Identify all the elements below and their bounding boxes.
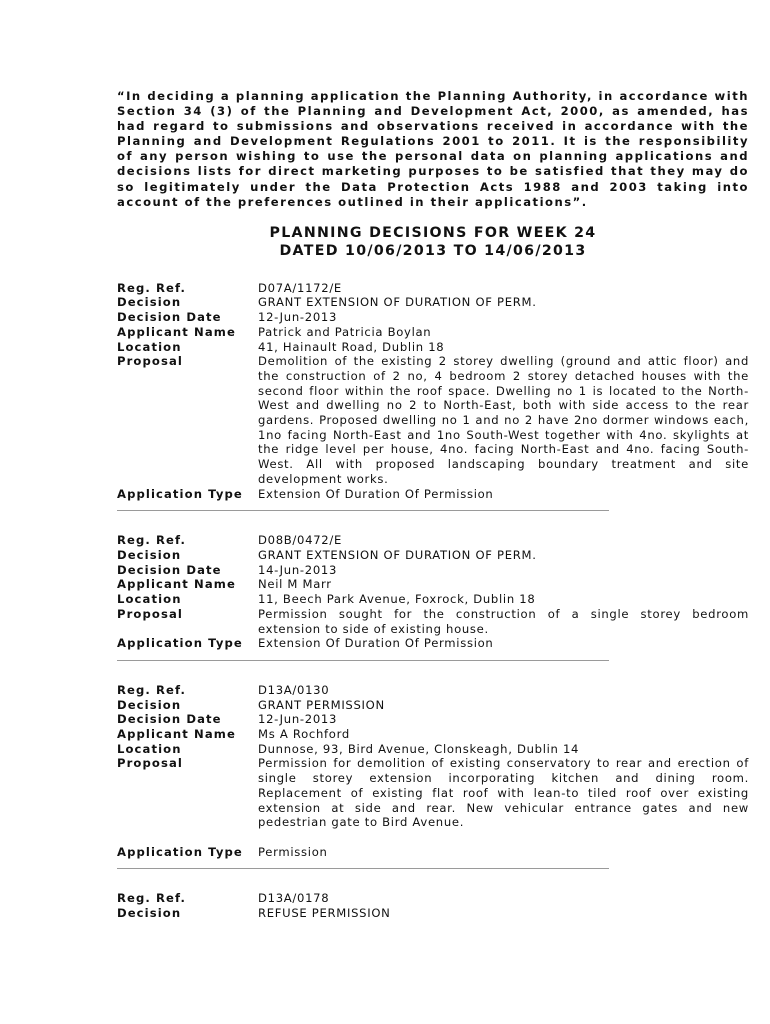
applicant-name-row xyxy=(117,727,749,742)
decision-label: Decision xyxy=(117,906,182,921)
reg-ref-label: Reg. Ref. xyxy=(117,280,187,295)
proposal-row xyxy=(117,756,749,830)
proposal-row xyxy=(117,607,749,636)
planning-record xyxy=(117,683,749,869)
decision-date-label: Decision Date xyxy=(117,712,222,727)
record-divider xyxy=(117,868,609,869)
decision-row xyxy=(117,295,749,310)
record-divider xyxy=(117,660,609,661)
applicant-name-label: Applicant Name xyxy=(117,727,236,742)
decision-label: Decision xyxy=(117,697,182,712)
planning-record xyxy=(117,281,749,512)
application-type-value: Extension Of Duration Of Permission xyxy=(258,636,494,651)
applicant-name-value: Patrick and Patricia Boylan xyxy=(258,324,432,339)
reg-ref-row xyxy=(117,683,749,698)
application-type-row xyxy=(117,487,749,502)
reg-ref-label: Reg. Ref. xyxy=(117,533,187,548)
decision-label: Decision xyxy=(117,295,182,310)
application-type-label: Application Type xyxy=(117,486,243,501)
decision-row xyxy=(117,906,749,921)
location-label: Location xyxy=(117,592,182,607)
reg-ref-value: D13A/0130 xyxy=(258,682,330,697)
heading-dates: DATED 10/06/2013 TO 14/06/2013 xyxy=(279,243,587,260)
location-row xyxy=(117,742,749,757)
proposal-label: Proposal xyxy=(117,756,183,771)
application-type-value: Extension Of Duration Of Permission xyxy=(258,486,494,501)
decision-row xyxy=(117,548,749,563)
proposal-label: Proposal xyxy=(117,606,183,621)
applicant-name-row xyxy=(117,577,749,592)
location-value: 41, Hainault Road, Dublin 18 xyxy=(258,339,445,354)
reg-ref-value: D08B/0472/E xyxy=(258,533,342,548)
location-label: Location xyxy=(117,741,182,756)
applicant-name-value: Neil M Marr xyxy=(258,577,332,592)
application-type-label: Application Type xyxy=(117,636,243,651)
decision-value: GRANT PERMISSION xyxy=(258,697,385,712)
decision-date-value: 12-Jun-2013 xyxy=(258,310,338,325)
proposal-row xyxy=(117,354,749,486)
application-type-row xyxy=(117,636,749,651)
reg-ref-row xyxy=(117,891,749,906)
proposal-value: Demolition of the existing 2 storey dwelling (ground and attic floor) and the construction of 2 no, 4 bedroom 2 storey detached houses with the second floor within the roof space. Dwelling no 1 is located to the North-West and dwelling no 2 to North-East, both with side access to the rear gardens. Proposed dwelling no 1 and no 2 have 2no dormer windows each, 1no facing North-East and 1no South-West together with 4no. skylights at the ridge level per house, 4no. facing North-East and 4no. facing South-West. All with proposed landscaping boundary treatment and site development works. xyxy=(258,354,749,486)
applicant-name-label: Applicant Name xyxy=(117,577,236,592)
reg-ref-label: Reg. Ref. xyxy=(117,682,187,697)
applicant-name-value: Ms A Rochford xyxy=(258,727,350,742)
planning-record xyxy=(117,891,749,920)
reg-ref-row xyxy=(117,533,749,548)
reg-ref-value: D13A/0178 xyxy=(258,891,330,906)
applicant-name-label: Applicant Name xyxy=(117,324,236,339)
application-type-value: Permission xyxy=(258,844,328,859)
heading-week: PLANNING DECISIONS FOR WEEK 24 xyxy=(269,224,597,241)
decision-value: GRANT EXTENSION OF DURATION OF PERM. xyxy=(258,295,537,310)
reg-ref-label: Reg. Ref. xyxy=(117,891,187,906)
decision-date-value: 12-Jun-2013 xyxy=(258,712,338,727)
location-label: Location xyxy=(117,339,182,354)
location-value: 11, Beech Park Avenue, Foxrock, Dublin 18 xyxy=(258,592,536,607)
application-type-row xyxy=(117,845,749,860)
planning-record xyxy=(117,533,749,661)
reg-ref-row xyxy=(117,281,749,296)
proposal-value: Permission sought for the construction of a single storey bedroom extension to side of existing house. xyxy=(258,606,749,636)
location-row xyxy=(117,340,749,355)
application-type-label: Application Type xyxy=(117,844,243,859)
proposal-value: Permission for demolition of existing conservatory to rear and erection of single storey extension incorporating kitchen and dining room. Replacement of existing flat roof with lean-to tiled roof over existing extension at side and rear. New vehicular entrance gates and new pedestrian gate to Bird Avenue. xyxy=(258,756,749,830)
proposal-label: Proposal xyxy=(117,354,183,369)
decision-label: Decision xyxy=(117,548,182,562)
decision-date-row xyxy=(117,310,749,325)
data-protection-notice: “In deciding a planning application the Planning Authority, in accordance with Section 34 (3) of the Planning and Development Act, 2000, as amended, has had regard to submissions and observations received in accordance with the Planning and Development Regulations 2001 to 2011. It is the responsibility of any person wishing to use the personal data on planning applications and decisions lists for direct marketing purposes to be satisfied that they may do so legitimately under the Data Protection Acts 1988 and 2003 taking into account of the preferences outlined in their applications”. xyxy=(117,89,749,209)
document-page xyxy=(117,89,749,921)
decision-date-row xyxy=(117,563,749,578)
decision-date-row xyxy=(117,712,749,727)
page-heading xyxy=(117,224,749,261)
decision-date-value: 14-Jun-2013 xyxy=(258,562,338,577)
blank-line xyxy=(117,830,749,845)
location-row xyxy=(117,592,749,607)
applicant-name-row xyxy=(117,325,749,340)
decision-row xyxy=(117,698,749,713)
location-value: Dunnose, 93, Bird Avenue, Clonskeagh, Dublin 14 xyxy=(258,741,580,756)
decision-date-label: Decision Date xyxy=(117,310,222,325)
decision-date-label: Decision Date xyxy=(117,562,222,577)
reg-ref-value: D07A/1172/E xyxy=(258,280,342,295)
record-divider xyxy=(117,510,609,511)
decision-value: GRANT EXTENSION OF DURATION OF PERM. xyxy=(258,548,537,562)
decision-value: REFUSE PERMISSION xyxy=(258,906,391,921)
